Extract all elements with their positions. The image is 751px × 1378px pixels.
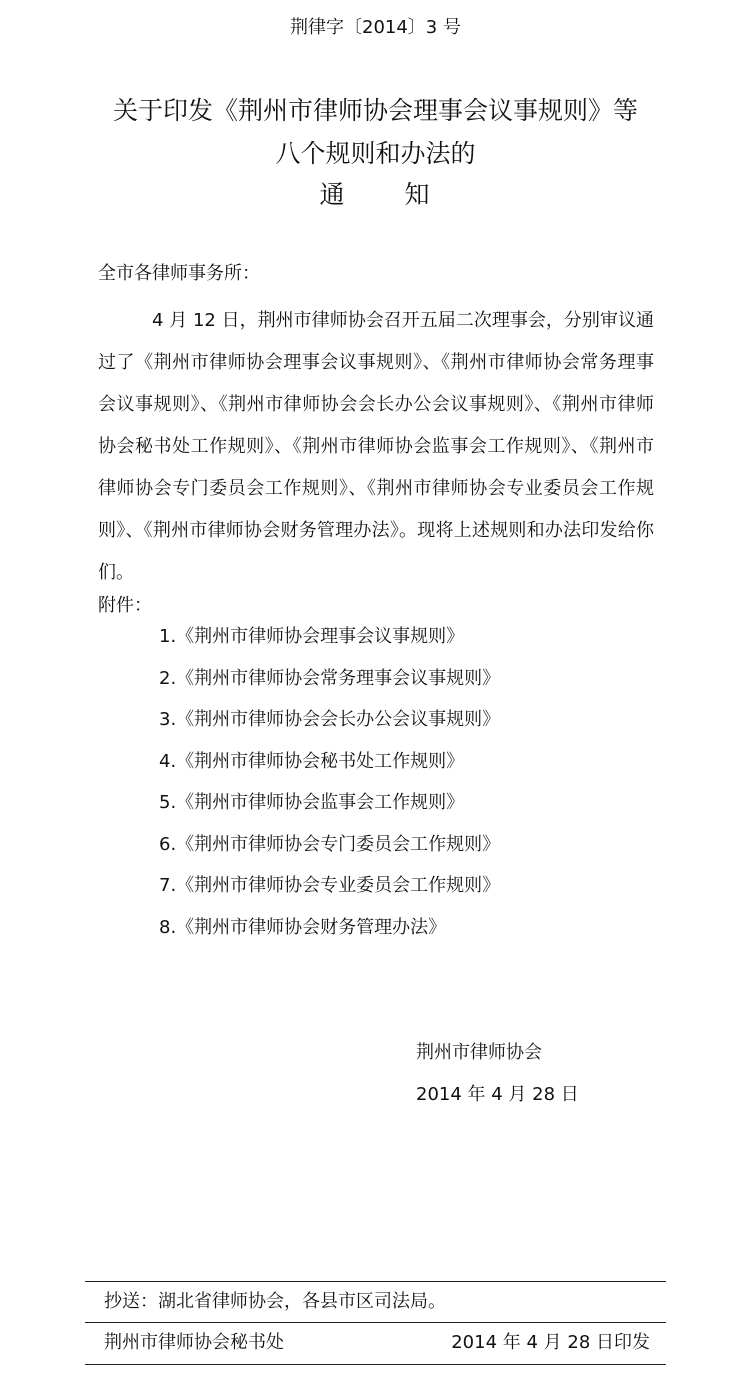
- footer-issue-date: 2014 年 4 月 28 日印发: [451, 1332, 650, 1353]
- footer-issuer: 荆州市律师协会秘书处: [104, 1332, 284, 1353]
- body-paragraph: 4 月 12 日，荆州市律师协会召开五届二次理事会，分别审议通过了《荆州市律师协会理事会议事规则》、《荆州市律师协会常务理事会议事规则》、《荆州市律师协会会长办公会议事规则》、《荆州市律师协会秘书处工作规则》、《荆州市律师协会监事会工作规则》、《荆州市律师协会专门委员会工作规则》、《荆州市律师协会专业委员会工作规则》、《荆州市律师协会财务管理办法》。现将上述规则和办法印发给你们。: [98, 310, 654, 583]
- title-char-zhi: 知: [404, 180, 432, 209]
- attachment-item: 7.《荆州市律师协会专业委员会工作规则》: [159, 875, 501, 896]
- document-title-line-2: 八个规则和办法的: [275, 139, 476, 168]
- cc-line: 抄送：湖北省律师协会，各县市区司法局。: [104, 1291, 446, 1312]
- footer-divider-middle: [85, 1322, 666, 1323]
- document-title-line-1: 关于印发《荆州市律师协会理事会议事规则》等: [112, 96, 638, 125]
- attachment-item: 4.《荆州市律师协会秘书处工作规则》: [159, 750, 465, 772]
- attachments-list: [159, 622, 500, 954]
- salutation: 全市各律师事务所：: [98, 263, 260, 284]
- footer-divider-bottom: [85, 1364, 666, 1365]
- attachment-item: 3.《荆州市律师协会会长办公会议事规则》: [159, 709, 501, 730]
- signature-organization: 荆州市律师协会: [416, 1042, 542, 1063]
- attachment-item: 1.《荆州市律师协会理事会议事规则》: [159, 626, 465, 647]
- attachments-label: 附件：: [98, 595, 152, 616]
- attachment-item: 2.《荆州市律师协会常务理事会议事规则》: [159, 667, 501, 689]
- document-number: 荆律字〔2014〕3 号: [290, 17, 461, 38]
- attachment-item: 5.《荆州市律师协会监事会工作规则》: [159, 792, 465, 813]
- title-char-tong: 通: [319, 180, 347, 209]
- attachment-item: 6.《荆州市律师协会专门委员会工作规则》: [159, 833, 501, 855]
- signature-date: 2014 年 4 月 28 日: [416, 1084, 579, 1105]
- footer-divider-top: [85, 1281, 666, 1282]
- document-title-line-3: [0, 178, 751, 212]
- attachment-item: 8.《荆州市律师协会财务管理办法》: [159, 916, 447, 938]
